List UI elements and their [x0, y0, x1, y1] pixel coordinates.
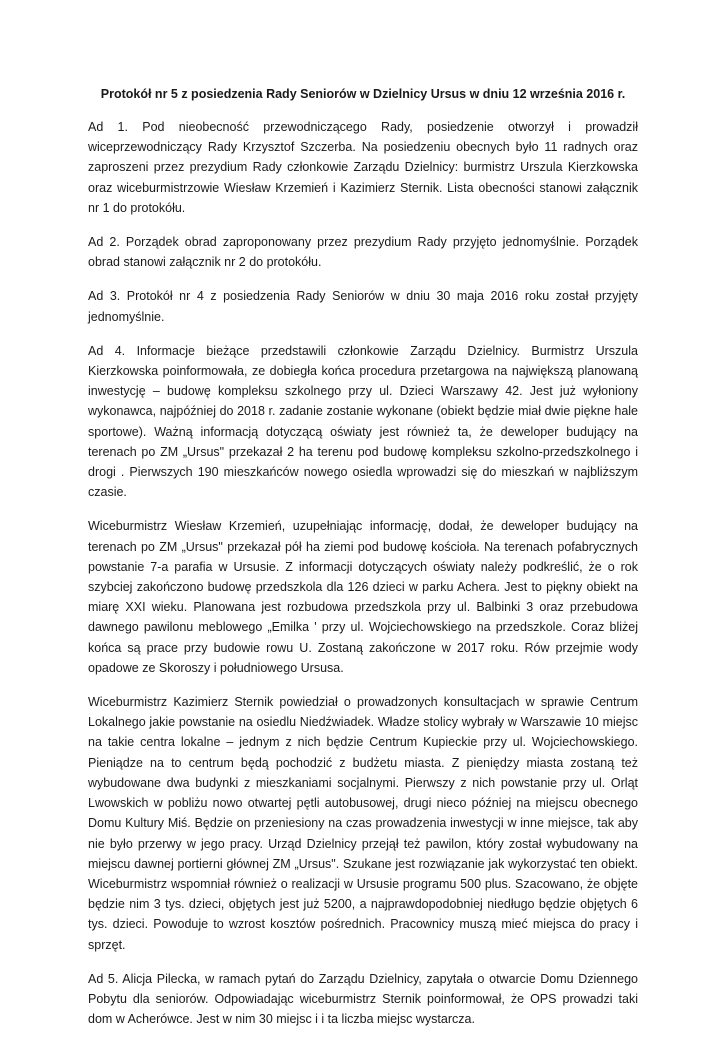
paragraph-ad-4: Ad 4. Informacje bieżące przedstawili członkowie Zarządu Dzielnicy. Burmistrz Urszula Kierzkowska poinformowała, ze dobiegła końca procedura przetargowa na największą planowaną inwestycję – budowę kompleksu szkolnego przy ul. Dzieci Warszawy 42. Jest już wyłoniony wykonawca, najpóźniej do 2018 r. zadanie zostanie wykonane (obiekt będzie miał dwie piękne hale sportowe). Ważną informacją dotyczącą oświaty jest również ta, że deweloper budujący na terenach po ZM „Ursus" przekazał 2 ha terenu pod budowę kompleksu szkolno-przedszkolnego i drogi . Pierwszych 190 mieszkańców nowego osiedla wprowadzi się do mieszkań w najbliższym czasie. [88, 343, 638, 500]
paragraph-ad-3: Ad 3. Protokół nr 4 z posiedzenia Rady Seniorów w dniu 30 maja 2016 roku został przyjęty jednomyślnie. [88, 289, 638, 324]
paragraph-sternik: Wiceburmistrz Kazimierz Sternik powiedział o prowadzonych konsultacjach w sprawie Centrum Lokalnego jakie powstanie na osiedlu Niedźwiadek. Władze stolicy wybrały w Warszawie 10 miejsc na takie centra lokalne – jednym z nich będzie Centrum Kupieckie przy ul. Wojciechowskiego. Pieniądze na to centrum będą pochodzić z budżetu miasta. Z pieniędzy miasta zostaną też wybudowane dwa budynki z mieszkaniami socjalnymi. Pierwszy z nich powstanie przy ul. Orląt Lwowskich w pobliżu nowo otwartej pętli autobusowej, drugi nieco później na miejscu obecnego Domu Kultury Miś. Będzie on przeniesiony na czas prowadzenia inwestycji w inne miejsce, tak aby nie było przerwy w jego pracy. Urząd Dzielnicy przejął też pawilon, który został wybudowany na miejscu dawnej portierni głównej ZM „Ursus". Szukane jest rozwiązanie jak wykorzystać ten obiekt. Wiceburmistrz wspomniał również o realizacji w Ursusie programu 500 plus. Szacowano, że objęte będzie nim 3 tys. dzieci, objętych jest już 5200, a najprawdopodobniej niedługo będzie objętych 6 tys. dzieci. Powoduje to wzrost kosztów pośrednich. Pracownicy muszą mieć miejsca do pracy i sprzęt. [88, 695, 638, 952]
paragraph-ad-2: Ad 2. Porządek obrad zaproponowany przez prezydium Rady przyjęto jednomyślnie. Porządek obrad stanowi załącznik nr 2 do protokółu. [88, 235, 638, 270]
document-page [88, 84, 638, 1043]
paragraph-krzemien: Wiceburmistrz Wiesław Krzemień, uzupełniając informację, dodał, że deweloper budujący na terenach po ZM „Ursus" przekazał pół ha ziemi pod budowę kościoła. Na terenach pofabrycznych powstanie 7-a parafia w Ursusie. Z informacji dotyczących oświaty należy podkreślić, że o rok szybciej zakończono budowę przedszkola dla 126 dzieci w parku Achera. Jest to piękny obiekt na miarę XXI wieku. Planowana jest rozbudowa przedszkola przy ul. Balbinki 3 oraz przebudowa dawnego pawilonu meblowego „Emilka ' przy ul. Wojciechowskiego na przedszkole. Coraz bliżej końca są prace przy budowie rowu U. Zostaną zakończone w 2017 roku. Rów przejmie wody opadowe ze Skoroszy i południowego Ursusa. [88, 519, 638, 675]
document-title: Protokół nr 5 z posiedzenia Rady Seniorów w Dzielnicy Ursus w dniu 12 września 2016 r. [100, 87, 626, 101]
paragraph-ad-1: Ad 1. Pod nieobecność przewodniczącego Rady, posiedzenie otworzył i prowadził wiceprzewodniczący Rady Krzysztof Szczerba. Na posiedzeniu obecnych było 11 radnych oraz zaproszeni przez prezydium Rady członkowie Zarządu Dzielnicy: burmistrz Urszula Kierzkowska oraz wiceburmistrzowie Wiesław Krzemień i Kazimierz Sternik. Lista obecności stanowi załącznik nr 1 do protokółu. [88, 120, 638, 215]
paragraph-ad-5: Ad 5. Alicja Pilecka, w ramach pytań do Zarządu Dzielnicy, zapytała o otwarcie Domu Dziennego Pobytu dla seniorów. Odpowiadając wiceburmistrz Sternik poinformował, że OPS prowadzi taki dom w Acherówce. Jest w nim 30 miejsc i i ta liczba miejsc wystarcza. [88, 971, 638, 1027]
